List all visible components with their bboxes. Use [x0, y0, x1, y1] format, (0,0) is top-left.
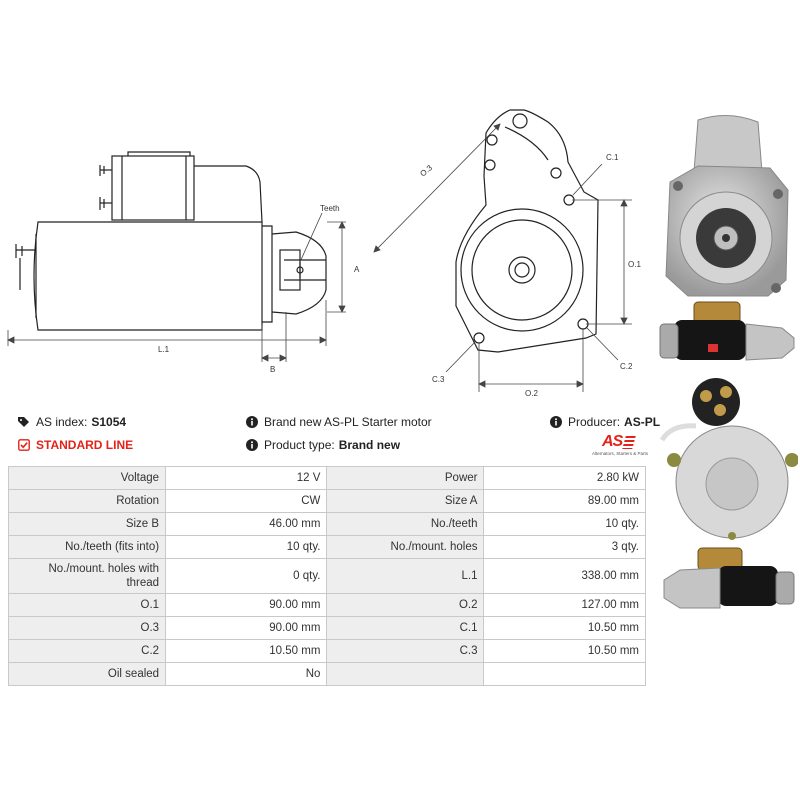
logo-mark: AS — [602, 433, 623, 450]
spec-value — [484, 663, 646, 686]
spec-label: No./mount. holes — [327, 536, 484, 559]
info-icon — [246, 439, 258, 451]
table-row — [9, 513, 646, 536]
spec-value: 90.00 mm — [166, 617, 327, 640]
table-row — [9, 559, 646, 594]
spec-value: 2.80 kW — [484, 467, 646, 490]
spec-label: No./teeth — [327, 513, 484, 536]
spec-value: No — [166, 663, 327, 686]
label-o1: O.1 — [628, 260, 641, 269]
spec-label: Voltage — [9, 467, 166, 490]
spec-value: 0 qty. — [166, 559, 327, 594]
table-row — [9, 617, 646, 640]
label-c3: C.3 — [432, 375, 445, 384]
spec-label: Size A — [327, 490, 484, 513]
spec-label: No./mount. holes with thread — [9, 559, 166, 594]
product-type-value: Brand new — [338, 438, 401, 452]
table-row — [9, 490, 646, 513]
product-photo-side-2 — [660, 542, 798, 612]
label-c1: C.1 — [606, 153, 619, 162]
label-a: A — [354, 265, 360, 274]
standard-line — [18, 438, 133, 452]
product-photo-side-1 — [654, 294, 800, 366]
spec-value: 338.00 mm — [484, 559, 646, 594]
spec-label: O.3 — [9, 617, 166, 640]
producer-value: AS-PL — [624, 415, 661, 429]
spec-value: 10 qty. — [484, 513, 646, 536]
product-type — [246, 438, 400, 452]
product-type-label: Product type: — [264, 438, 335, 452]
as-pl-logo — [592, 433, 652, 459]
front-view-drawing — [456, 110, 598, 352]
spec-label: O.2 — [327, 594, 484, 617]
spec-label: Oil sealed — [9, 663, 166, 686]
specs-table — [8, 466, 646, 686]
spec-value: 3 qty. — [484, 536, 646, 559]
table-row — [9, 467, 646, 490]
label-c2: C.2 — [620, 362, 633, 371]
spec-label: No./teeth (fits into) — [9, 536, 166, 559]
label-teeth: Teeth — [320, 204, 340, 213]
technical-drawing — [0, 95, 650, 400]
label-b: B — [270, 365, 276, 374]
spec-value: 10.50 mm — [166, 640, 327, 663]
description-text: Brand new AS-PL Starter motor — [264, 415, 432, 429]
spec-label: C.1 — [327, 617, 484, 640]
spec-label: Rotation — [9, 490, 166, 513]
spec-label: C.3 — [327, 640, 484, 663]
label-o3: O.3 — [418, 163, 435, 179]
spec-value: 12 V — [166, 467, 327, 490]
logo-stripes — [622, 436, 635, 449]
spec-value: 46.00 mm — [166, 513, 327, 536]
producer — [550, 415, 660, 429]
spec-label: C.2 — [9, 640, 166, 663]
spec-value: 10.50 mm — [484, 640, 646, 663]
spec-value: 10.50 mm — [484, 617, 646, 640]
as-index-value: S1054 — [91, 415, 127, 429]
spec-value: 89.00 mm — [484, 490, 646, 513]
info-icon — [550, 416, 562, 428]
side-view-dimensions — [8, 213, 346, 362]
tags-icon — [18, 416, 30, 428]
spec-value: 10 qty. — [166, 536, 327, 559]
as-index-label: AS index: — [36, 415, 88, 429]
table-row — [9, 536, 646, 559]
spec-label: L.1 — [327, 559, 484, 594]
spec-value: 127.00 mm — [484, 594, 646, 617]
table-row — [9, 663, 646, 686]
spec-value: 90.00 mm — [166, 594, 327, 617]
spec-label: Size B — [9, 513, 166, 536]
info-icon — [246, 416, 258, 428]
label-o2: O.2 — [525, 389, 538, 398]
description — [246, 415, 432, 429]
table-row — [9, 594, 646, 617]
spec-value: CW — [166, 490, 327, 513]
spec-label — [327, 663, 484, 686]
logo-tagline: Alternators, Starters & Parts — [592, 451, 649, 456]
product-photo-rear — [660, 372, 798, 540]
spec-label: O.1 — [9, 594, 166, 617]
as-index — [18, 415, 126, 429]
standard-line-text: STANDARD LINE — [36, 438, 134, 452]
table-row — [9, 640, 646, 663]
producer-label: Producer: — [568, 415, 621, 429]
label-l1: L.1 — [158, 345, 170, 354]
side-view-drawing — [16, 152, 326, 330]
product-photo-front — [658, 110, 796, 300]
spec-label: Power — [327, 467, 484, 490]
check-square-icon — [18, 439, 30, 451]
